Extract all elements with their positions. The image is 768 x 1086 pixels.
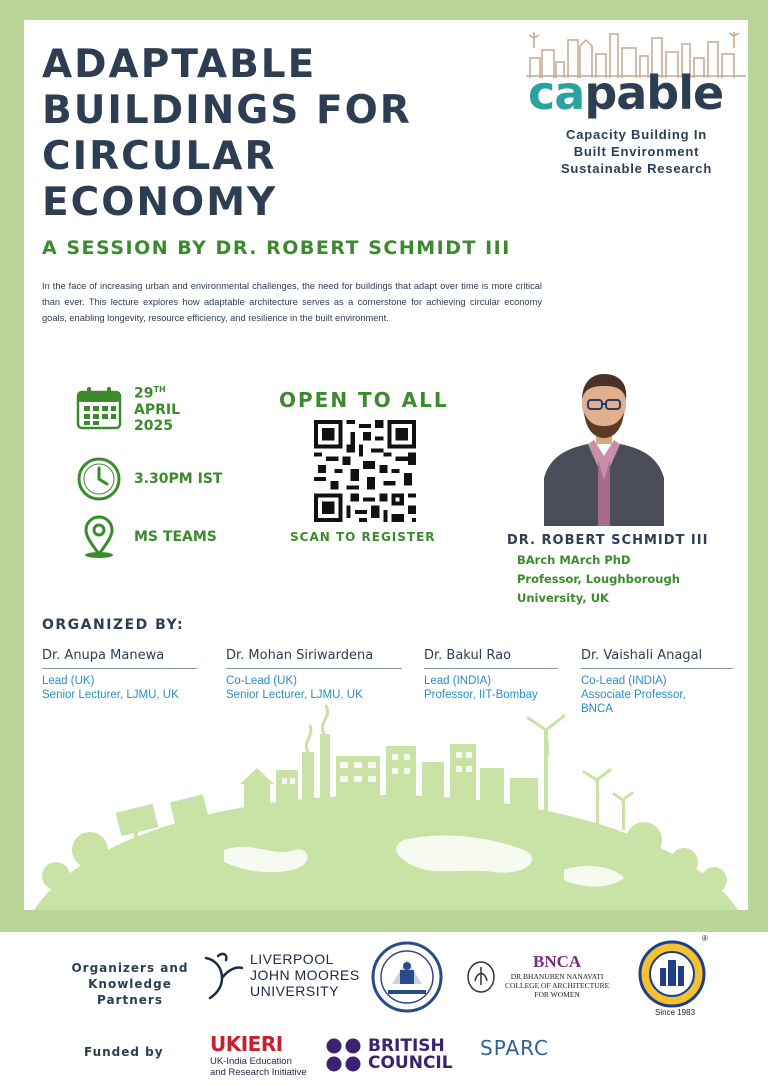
bnca-line: FOR WOMEN bbox=[534, 990, 580, 999]
open-to-all-label: OPEN TO ALL bbox=[279, 388, 449, 412]
ljmu-line: LIVERPOOL bbox=[250, 951, 334, 967]
liver-bird-icon bbox=[200, 950, 244, 1000]
location-pin-icon bbox=[76, 514, 122, 560]
ljmu-logo bbox=[200, 950, 360, 1000]
ukieri-logo bbox=[210, 1032, 307, 1078]
organizer-card bbox=[42, 648, 197, 702]
organizer-role-line: Associate Professor, bbox=[581, 689, 686, 701]
ljmu-line: UNIVERSITY bbox=[250, 983, 340, 999]
logo-word-part2: pable bbox=[584, 66, 724, 120]
event-day-suffix: TH bbox=[153, 385, 166, 394]
since-year-label: Since 1983 bbox=[655, 1008, 696, 1017]
label-line: Organizers and bbox=[71, 961, 189, 975]
partners-footer bbox=[0, 932, 768, 1086]
label-line: Partners bbox=[97, 993, 163, 1007]
registered-mark: ® bbox=[702, 934, 708, 943]
iit-bombay-emblem bbox=[370, 940, 444, 1014]
organizer-name: Dr. Anupa Manewa bbox=[42, 648, 197, 669]
organizer-name: Dr. Vaishali Anagal bbox=[581, 648, 733, 669]
scan-to-register-label: SCAN TO REGISTER bbox=[290, 530, 436, 544]
ukieri-line: and Research Initiative bbox=[210, 1067, 307, 1078]
clock-icon bbox=[76, 456, 122, 502]
british-council-wordmark bbox=[368, 1038, 453, 1072]
date-row bbox=[76, 382, 180, 434]
session-subtitle: A SESSION BY DR. ROBERT SCHMIDT III bbox=[42, 237, 511, 259]
event-platform: MS TEAMS bbox=[134, 529, 217, 545]
event-time: 3.30PM IST bbox=[134, 471, 223, 487]
british-council-dots-icon bbox=[326, 1037, 362, 1073]
organizer-role-line: Senior Lecturer, LJMU, UK bbox=[42, 689, 179, 701]
organizer-role bbox=[424, 674, 558, 702]
bnca-acronym: BNCA bbox=[533, 952, 582, 971]
event-year: 2025 bbox=[134, 417, 173, 434]
organizers-partners-label bbox=[62, 960, 198, 1008]
event-day: 29 bbox=[134, 385, 154, 402]
time-row bbox=[76, 456, 222, 502]
organizer-role-line: Professor, IIT-Bombay bbox=[424, 689, 538, 701]
speaker-credential-line: BArch MArch PhD bbox=[517, 553, 631, 567]
logo-tagline bbox=[529, 126, 744, 177]
speaker-credential-line: Professor, Loughborough bbox=[517, 572, 680, 586]
organizer-name: Dr. Mohan Siriwardena bbox=[226, 648, 402, 669]
bnca-emblem-icon bbox=[465, 957, 497, 995]
capable-logo bbox=[528, 66, 723, 120]
british-council-logo bbox=[326, 1037, 453, 1073]
bc-line: BRITISH bbox=[368, 1036, 445, 1056]
organizer-role bbox=[226, 674, 402, 702]
organizer-role-line: Lead (INDIA) bbox=[424, 675, 492, 687]
ukieri-tagline bbox=[210, 1056, 307, 1078]
bnca-fullname bbox=[505, 972, 609, 999]
speaker-credentials bbox=[517, 551, 680, 608]
bnca-line: DR.BHANUBEN NANAVATI bbox=[510, 972, 604, 981]
event-title bbox=[42, 42, 482, 226]
organizer-role-line: Lead (UK) bbox=[42, 675, 95, 687]
registration-qr-code[interactable] bbox=[314, 420, 416, 522]
research-institute-seal bbox=[636, 936, 710, 1008]
event-date bbox=[134, 382, 180, 434]
title-line: ADAPTABLE bbox=[42, 42, 317, 87]
sparc-wordmark: SPARC bbox=[480, 1036, 550, 1060]
organizer-role-line: BNCA bbox=[581, 703, 613, 715]
tagline-line: Capacity Building In bbox=[566, 127, 707, 142]
organizer-role-line: Co-Lead (UK) bbox=[226, 675, 297, 687]
title-line: BUILDINGS FOR bbox=[42, 88, 412, 133]
organizer-role bbox=[42, 674, 197, 702]
bc-line: COUNCIL bbox=[368, 1053, 453, 1073]
event-month: APRIL bbox=[134, 401, 181, 418]
funded-by-label: Funded by bbox=[84, 1045, 164, 1059]
green-city-illustration bbox=[24, 700, 748, 910]
tagline-line: Built Environment bbox=[573, 144, 700, 159]
speaker-name: DR. ROBERT SCHMIDT III bbox=[507, 533, 709, 548]
poster-card bbox=[24, 20, 748, 910]
organizer-role-line: Co-Lead (INDIA) bbox=[581, 675, 667, 687]
ljmu-wordmark bbox=[250, 951, 360, 999]
bnca-logo bbox=[465, 952, 609, 999]
organizer-card bbox=[226, 648, 402, 702]
title-line: CIRCULAR bbox=[42, 134, 277, 179]
label-line: Knowledge bbox=[88, 977, 172, 991]
organizer-name: Dr. Bakul Rao bbox=[424, 648, 558, 669]
logo-word-part1: ca bbox=[528, 66, 585, 120]
bnca-wordmark bbox=[505, 952, 609, 999]
speaker-credential-line: University, UK bbox=[517, 591, 609, 605]
organizer-card bbox=[424, 648, 558, 702]
calendar-icon bbox=[76, 386, 122, 430]
platform-row bbox=[76, 514, 217, 560]
ljmu-line: JOHN MOORES bbox=[250, 967, 360, 983]
ukieri-line: UK-India Education bbox=[210, 1056, 292, 1067]
speaker-photo bbox=[544, 360, 664, 526]
ukieri-wordmark: UKIERI bbox=[210, 1032, 283, 1056]
event-description: In the face of increasing urban and environmental challenges, the need for buildings that adapt over time is more critical than ever. This lecture explores how adaptable architecture serves as a cornerstone for achieving circular economy goals, enabling longevity, resource efficiency, and resilience in the built environment. bbox=[42, 281, 542, 323]
organizer-role-line: Senior Lecturer, LJMU, UK bbox=[226, 689, 363, 701]
sparc-logo bbox=[480, 1036, 549, 1060]
bnca-line: COLLEGE OF ARCHITECTURE bbox=[505, 981, 610, 990]
tagline-line: Sustainable Research bbox=[560, 161, 713, 176]
title-line: ECONOMY bbox=[42, 180, 278, 225]
organized-by-heading: ORGANIZED BY: bbox=[42, 617, 185, 633]
